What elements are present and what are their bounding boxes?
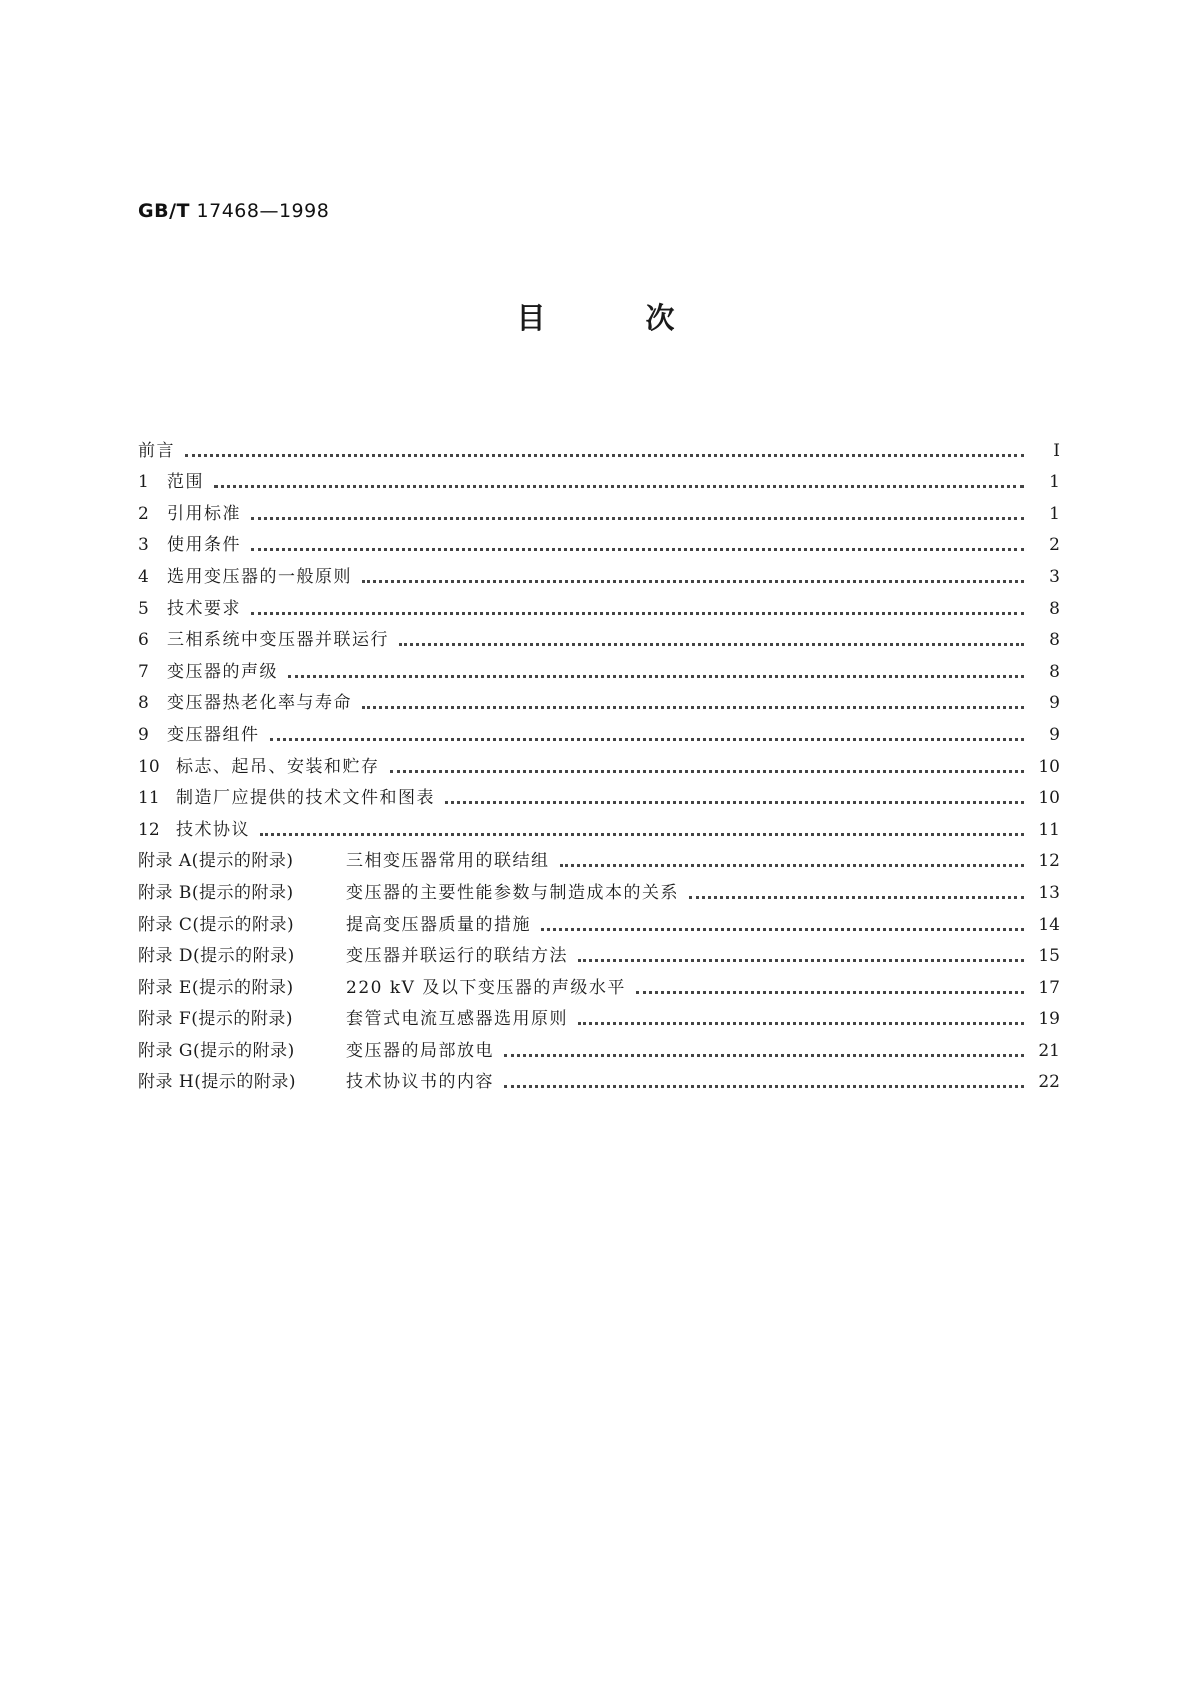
toc-dot-leader (251, 516, 1024, 520)
toc-entry-number: 2 (138, 503, 149, 524)
toc-entry-1[interactable] (138, 462, 1060, 494)
toc-appendix-page: 12 (1038, 851, 1060, 872)
toc-appendix-label: 变压器的局部放电 (346, 1040, 494, 1061)
toc-dot-leader (251, 547, 1024, 551)
toc-entry-label: 引用标准 (167, 503, 241, 524)
toc-appendix-prefix: 附录 E(提示的附录) (138, 977, 294, 998)
toc-entry-page: 3 (1049, 566, 1060, 587)
toc-appendix-label: 变压器并联运行的联结方法 (346, 946, 568, 967)
toc-dot-leader (260, 832, 1024, 836)
toc-entry-number: 5 (138, 598, 149, 619)
toc-appendix-f[interactable] (138, 999, 1060, 1031)
toc-entry-number: 9 (138, 724, 149, 745)
toc-dot-leader (270, 737, 1025, 741)
toc-entry-page: 10 (1038, 756, 1060, 777)
toc-entry-number: 11 (138, 788, 160, 809)
toc-appendix-label: 技术协议书的内容 (346, 1072, 494, 1093)
toc-entry-6[interactable] (138, 620, 1060, 652)
standard-code-number: 17468—1998 (196, 200, 330, 222)
toc-dot-leader (578, 1021, 1024, 1025)
toc-appendix-prefix: 附录 F(提示的附录) (138, 1009, 293, 1030)
toc-entry-page: 8 (1049, 598, 1060, 619)
standard-code (138, 200, 329, 222)
table-of-contents (138, 430, 1060, 1093)
toc-entry-label: 技术协议 (176, 819, 250, 840)
toc-entry-2[interactable] (138, 493, 1060, 525)
toc-entry-5[interactable] (138, 588, 1060, 620)
toc-dot-leader (689, 895, 1024, 899)
standard-code-prefix: GB/T (138, 200, 190, 222)
toc-appendix-label: 220 kV 及以下变压器的声级水平 (346, 977, 626, 998)
toc-entry-page: 8 (1049, 661, 1060, 682)
toc-dot-leader (362, 579, 1024, 583)
toc-entry-3[interactable] (138, 525, 1060, 557)
toc-entry-number: 7 (138, 661, 149, 682)
toc-dot-leader (288, 674, 1024, 678)
toc-appendix-e[interactable] (138, 967, 1060, 999)
toc-entry-label: 变压器的声级 (167, 661, 278, 682)
toc-dot-leader (504, 1084, 1024, 1088)
toc-appendix-prefix: 附录 B(提示的附录) (138, 882, 294, 903)
toc-entry-8[interactable] (138, 683, 1060, 715)
toc-dot-leader (251, 611, 1024, 615)
toc-title: 目次 (516, 301, 775, 335)
toc-dot-leader (636, 990, 1024, 994)
toc-appendix-prefix: 附录 C(提示的附录) (138, 914, 295, 935)
toc-dot-leader (560, 863, 1025, 867)
toc-appendix-prefix: 附录 A(提示的附录) (138, 851, 294, 872)
toc-entry-12[interactable] (138, 809, 1060, 841)
toc-dot-leader (362, 705, 1024, 709)
toc-appendix-label: 提高变压器质量的措施 (346, 914, 531, 935)
toc-entry-7[interactable] (138, 651, 1060, 683)
toc-entry-page: 10 (1038, 788, 1060, 809)
toc-entry-label: 范围 (167, 472, 204, 493)
toc-entry-number: 12 (138, 819, 160, 840)
toc-appendix-page: 22 (1038, 1072, 1060, 1093)
toc-dot-leader (214, 484, 1024, 488)
toc-appendix-c[interactable] (138, 904, 1060, 936)
toc-entry-10[interactable] (138, 746, 1060, 778)
toc-appendix-label: 三相变压器常用的联结组 (346, 851, 550, 872)
toc-entry-label: 三相系统中变压器并联运行 (167, 630, 389, 651)
toc-appendix-h[interactable] (138, 1062, 1060, 1094)
toc-entry-page: Ⅰ (1053, 440, 1060, 461)
toc-entry-page: 1 (1049, 472, 1060, 493)
toc-entry-9[interactable] (138, 714, 1060, 746)
toc-dot-leader (185, 453, 1024, 457)
toc-entry-label: 使用条件 (167, 535, 241, 556)
toc-entry-page: 11 (1038, 819, 1060, 840)
toc-entry-page: 2 (1049, 535, 1060, 556)
toc-dot-leader (541, 927, 1024, 931)
toc-entry-label: 选用变压器的一般原则 (167, 566, 352, 587)
toc-dot-leader (578, 958, 1024, 962)
toc-appendix-g[interactable] (138, 1030, 1060, 1062)
toc-dot-leader (504, 1053, 1024, 1057)
toc-appendix-page: 19 (1038, 1009, 1060, 1030)
toc-dot-leader (390, 769, 1025, 773)
toc-entry-number: 1 (138, 472, 149, 493)
toc-appendix-page: 13 (1038, 882, 1060, 903)
toc-entry-label: 前言 (138, 440, 175, 461)
toc-entry-foreword[interactable] (138, 430, 1060, 462)
toc-entry-label: 变压器热老化率与寿命 (167, 693, 352, 714)
toc-entry-label: 技术要求 (167, 598, 241, 619)
toc-appendix-a[interactable] (138, 841, 1060, 873)
toc-entry-label: 制造厂应提供的技术文件和图表 (176, 788, 435, 809)
toc-appendix-page: 17 (1038, 977, 1060, 998)
toc-entry-number: 8 (138, 693, 149, 714)
toc-entry-number: 3 (138, 535, 149, 556)
toc-entry-number: 4 (138, 566, 149, 587)
toc-appendix-label: 变压器的主要性能参数与制造成本的关系 (346, 882, 679, 903)
toc-dot-leader (445, 800, 1024, 804)
toc-entry-label: 标志、起吊、安装和贮存 (176, 756, 380, 777)
toc-appendix-prefix: 附录 G(提示的附录) (138, 1040, 295, 1061)
toc-appendix-page: 15 (1038, 946, 1060, 967)
toc-appendix-prefix: 附录 D(提示的附录) (138, 946, 295, 967)
toc-entry-page: 8 (1049, 630, 1060, 651)
toc-entry-label: 变压器组件 (167, 724, 260, 745)
toc-entry-page: 1 (1049, 503, 1060, 524)
toc-entry-page: 9 (1049, 693, 1060, 714)
toc-appendix-d[interactable] (138, 936, 1060, 968)
toc-dot-leader (399, 642, 1024, 646)
toc-appendix-label: 套管式电流互感器选用原则 (346, 1009, 568, 1030)
toc-appendix-page: 14 (1038, 914, 1060, 935)
toc-entry-11[interactable] (138, 778, 1060, 810)
toc-entry-number: 6 (138, 630, 149, 651)
toc-appendix-b[interactable] (138, 872, 1060, 904)
toc-entry-4[interactable] (138, 556, 1060, 588)
toc-appendix-prefix: 附录 H(提示的附录) (138, 1072, 296, 1093)
toc-entry-number: 10 (138, 756, 160, 777)
toc-entry-page: 9 (1049, 724, 1060, 745)
toc-appendix-page: 21 (1038, 1040, 1060, 1061)
